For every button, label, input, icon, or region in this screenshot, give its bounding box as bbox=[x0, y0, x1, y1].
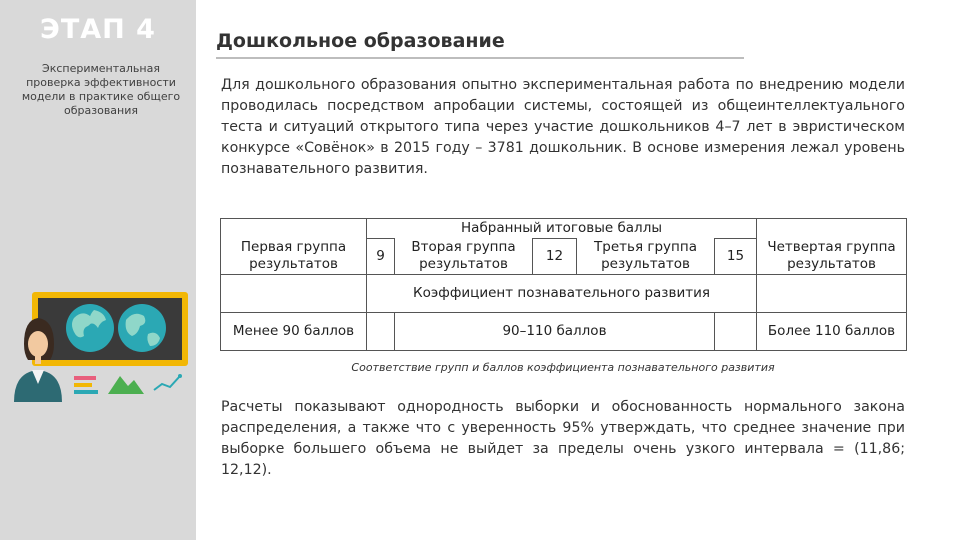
table-caption: Соответствие групп и баллов коэффициента познавательного развития bbox=[351, 361, 775, 374]
table-empty-cell bbox=[757, 275, 907, 313]
intro-paragraph: Для дошкольного образования опытно экспериментальная работа по внедрению модели проводилась посредством апробации системы, состоящей из общеинтеллектуального теста и ситуаций открытого типа через участие дошкольников 4–7 лет в эвристическом конкурсе «Совёнок» в 2015 году – 3781 дошкольник. В основе измерения лежал уровень познавательного развития. bbox=[221, 77, 905, 177]
table-cell-range2: 90–110 баллов bbox=[395, 313, 715, 351]
table-cell-group3-count: 15 bbox=[715, 239, 757, 275]
table-coef-header: Коэффициент познавательного развития bbox=[367, 275, 757, 313]
page-title: Дошкольное образование bbox=[216, 30, 505, 52]
teacher-illustration bbox=[8, 290, 192, 402]
sidebar bbox=[0, 0, 196, 540]
stage-title: ЭТАП 4 bbox=[40, 14, 156, 45]
table-cell-group2: Вторая группа результатов bbox=[395, 239, 533, 275]
table-cell-group1-count: 9 bbox=[367, 239, 395, 275]
line-chart-icon bbox=[154, 374, 182, 390]
table-cell-group4: Четвертая группа результатов bbox=[757, 239, 907, 275]
title-divider bbox=[216, 57, 744, 59]
table-cell-group3: Третья группа результатов bbox=[577, 239, 715, 275]
table-cell-group2-count: 12 bbox=[533, 239, 577, 275]
conclusion-paragraph: Расчеты показывают однородность выборки и обоснованность нормального закона распределения, а также что с уверенность 95% утверждать, что среднее значение при выборке большего объема не выйдет за пределы очень узкого интервала = (11,86; 12,12). bbox=[221, 399, 905, 478]
table-cell-range3: Более 110 баллов bbox=[757, 313, 907, 351]
table-empty-cell bbox=[715, 313, 757, 351]
table-header-scores: Набранный итоговые баллы bbox=[367, 219, 757, 239]
table-empty-cell bbox=[367, 313, 395, 351]
results-table bbox=[220, 218, 907, 351]
table-cell-group1: Первая группа результатов bbox=[221, 239, 367, 275]
table-empty-cell bbox=[221, 275, 367, 313]
table-cell-range1: Менее 90 баллов bbox=[221, 313, 367, 351]
table-empty-cell bbox=[757, 219, 907, 239]
stage-subtitle: Экспериментальная проверка эффективности модели в практике общего образования bbox=[21, 62, 181, 117]
bar-chart-icon bbox=[74, 376, 98, 394]
mountain-icon bbox=[108, 376, 144, 394]
table-empty-cell bbox=[221, 219, 367, 239]
